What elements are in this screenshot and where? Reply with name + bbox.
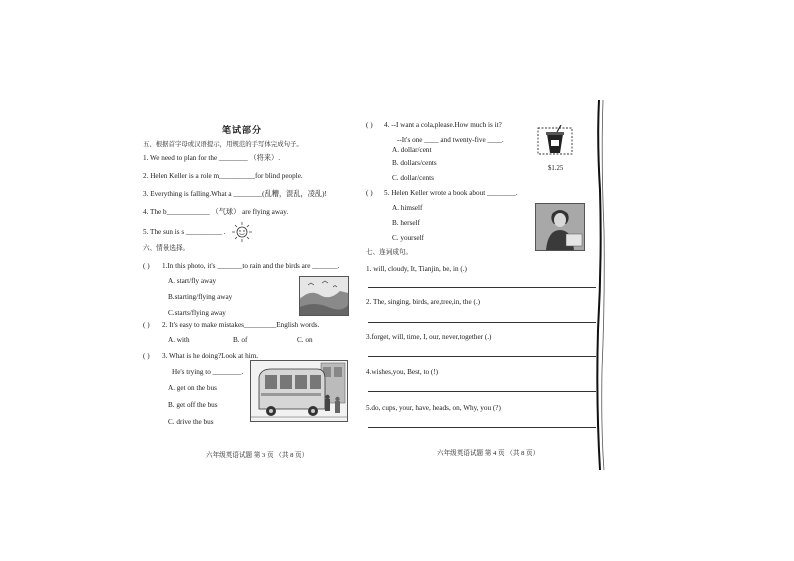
answer-line-4[interactable] [368, 391, 596, 392]
q2-option-c: C. on [297, 336, 313, 344]
answer-line-3[interactable] [368, 356, 596, 357]
sec5-item-5: 5. The sun is s __________ . [143, 228, 226, 236]
q4-stem: 4. --I want a cola,please.How much is it? [384, 121, 502, 129]
page-footer-right: 六年级英语试题 第 4 页 （共 8 页） [437, 450, 540, 457]
rain-photo [299, 276, 349, 316]
q3-sub: He's trying to ________. [172, 368, 244, 376]
q2-stem: 2. It's easy to make mistakes_________English words. [162, 321, 320, 329]
q1-option-a: A. start/fly away [168, 277, 217, 285]
sec7-item-3: 3.forget, will, time, I, our, never,together (.) [366, 333, 492, 341]
q5-option-a: A. himself [392, 204, 423, 212]
q4-option-a: A. dollar/cent [392, 146, 432, 154]
answer-line-2[interactable] [368, 322, 596, 323]
q5-stem: 5. Helen Keller wrote a book about ________. [384, 189, 518, 197]
page-title: 笔试部分 [222, 125, 263, 135]
q1-answer-paren[interactable]: ( ) [143, 262, 150, 270]
sec7-item-1: 1. will, cloudy, It, Tianjin, be, in (.) [366, 265, 467, 273]
sec7-item-4: 4.wishes,you, Best, to (!) [366, 368, 439, 376]
q5-option-b: B. herself [392, 219, 420, 227]
q1-stem: 1.In this photo, it's _______to rain and the birds are _______. [162, 262, 340, 270]
q4-sub: --It's one ____ and twenty-five ____. [397, 136, 504, 144]
helen-keller-portrait [535, 203, 585, 251]
q4-answer-paren[interactable]: ( ) [366, 121, 373, 129]
q3-option-c: C. drive the bus [168, 418, 214, 426]
q5-answer-paren[interactable]: ( ) [366, 189, 373, 197]
sec7-item-5: 5.do, cups, your, have, heads, on, Why, you (?) [366, 404, 501, 412]
q5-option-c: C. yourself [392, 234, 424, 242]
sec5-item-1: 1. We need to plan for the ________ （将来）. [143, 154, 281, 162]
q3-option-a: A. get on the bus [168, 384, 217, 392]
sec5-item-2: 2. Helen Keller is a role m__________for blind people. [143, 172, 303, 180]
q3-option-b: B. get off the bus [168, 401, 218, 409]
bus-picture [250, 360, 348, 422]
cola-cup-icon [537, 125, 573, 165]
q2-option-b: B. of [233, 336, 248, 344]
q4-option-c: C. dollar/cents [392, 174, 434, 182]
sec5-item-4: 4. The b____________ （气球） are flying away. [143, 208, 289, 216]
binding-edge [596, 100, 606, 470]
q1-option-b: B.starting/flying away [168, 293, 233, 301]
sec7-item-2: 2. The, singing, birds, are,tree,in, the (.) [366, 298, 481, 306]
answer-line-5[interactable] [368, 427, 596, 428]
answer-line-1[interactable] [368, 287, 596, 288]
q2-answer-paren[interactable]: ( ) [143, 321, 150, 329]
sec5-item-3: 3. Everything is falling.What a ________(乱糟，混乱，凌乱)! [143, 190, 327, 198]
sun-icon [231, 221, 253, 243]
q1-option-c: C.starts/flying away [168, 309, 226, 317]
section-6-heading: 六、情景选择。 [143, 245, 190, 252]
q3-stem: 3. What is he doing?Look at him. [162, 352, 259, 360]
q4-option-b: B. dollars/cents [392, 159, 437, 167]
section-5-heading: 五、根据首字母或汉语提示，用规范的手写体完成句子。 [143, 141, 303, 148]
section-7-heading: 七、连词成句。 [366, 249, 413, 256]
q2-option-a: A. with [168, 336, 190, 344]
q3-answer-paren[interactable]: ( ) [143, 352, 150, 360]
page-footer-left: 六年级英语试题 第 3 页 （共 8 页） [206, 452, 309, 459]
cola-price: $1.25 [548, 165, 564, 172]
